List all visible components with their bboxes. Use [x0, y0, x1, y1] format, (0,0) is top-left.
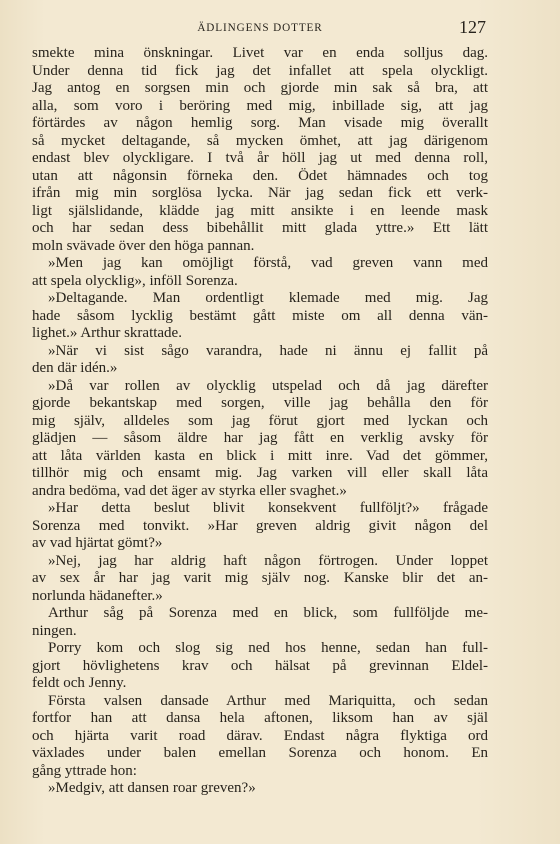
text-line: gång yttrade hon:: [32, 762, 137, 779]
text-line: Arthur såg på Sorenza med en blick, som fullföljde me-: [48, 605, 488, 621]
text-line: och har sedan dess bibehållit mitt glada yttre.» Ett lätt: [32, 220, 488, 236]
text-line: tillhör mig och ensamt mig. Jag varken vill eller skall låta: [32, 465, 488, 481]
text-line: feldt och Jenny.: [32, 675, 127, 691]
text-line: Jag antog en sorgsen min och gjorde min sak så bra, att: [32, 80, 488, 96]
text-line: gjorde bekantskap med sorgen, ville jag behålla den för: [32, 395, 488, 411]
text-line: »Deltagande. Man ordentligt klemade med mig. Jag: [48, 290, 488, 306]
text-line: ningen.: [32, 622, 77, 639]
text-line: ligt själslidande, klädde jag mitt ansikte i en leende mask: [32, 202, 488, 219]
text-line: andra bedöma, vad det äger av styrka eller svaghet.»: [32, 482, 347, 499]
text-line: att spela olycklig», inföll Sorenza.: [32, 272, 238, 289]
text-line: norlunda hädanefter.»: [32, 587, 163, 604]
text-line: utan att någonsin förneka den. Ödet hämnades och tog: [32, 167, 488, 184]
page-header: [32, 17, 488, 39]
text-line: Första valsen dansade Arthur med Mariquitta, och sedan: [48, 692, 488, 709]
page-number: 127: [459, 17, 486, 37]
text-line: »Medgiv, att dansen roar greven?»: [48, 780, 256, 796]
text-line: moln svävade över den höga pannan.: [32, 237, 255, 254]
text-line: förtärdes av någon hemlig sorg. Man visade mig överallt: [32, 115, 488, 131]
text-line: Sorenza med tonvikt. »Har greven aldrig givit någon del: [32, 517, 488, 534]
text-line: endast blev olyckligare. I två år höll jag ut med denna roll,: [32, 150, 488, 166]
text-line: »Nej, jag har aldrig haft någon förtrogen. Under loppet: [48, 552, 488, 569]
text-line: »Men jag kan omöjligt förstå, vad greven vann med: [48, 255, 488, 271]
text-line: av vad hjärtat gömt?»: [32, 535, 163, 551]
text-line: mig själv, alldeles som jag förut gjort med lyckan och: [32, 412, 488, 429]
text-line: glädjen — såsom äldre har jag fått en verklig avsky för: [32, 430, 488, 446]
text-line: växlades under balen emellan Sorenza och honom. En: [32, 745, 488, 761]
text-line: gjort hövlighetens krav och hälsat på grevinnan Eldel-: [32, 657, 488, 674]
text-line: Under denna tid fick jag det infallet att spela olyckligt.: [32, 62, 488, 79]
text-line: ifrån mig min sorglösa lycka. När jag sedan fick ett verk-: [32, 185, 488, 201]
text-line: alla, som voro i beröring med mig, inbillade sig, att jag: [32, 97, 488, 114]
text-line: »Har detta beslut blivit konsekvent fullföljt?» frågade: [48, 500, 488, 516]
text-line: så mycket deltagande, så mycken ömhet, att jag därigenom: [32, 132, 488, 149]
text-line: att låta världen kasta en blick i mitt inre. Vad det gömmer,: [32, 447, 488, 464]
text-line: den där idén.»: [32, 360, 118, 376]
text-line: »När vi sist sågo varandra, hade ni ännu ej fallit på: [48, 342, 488, 359]
text-line: Porry kom och slog sig ned hos henne, sedan han full-: [48, 640, 488, 656]
text-line: smekte mina önskningar. Livet var en enda solljus dag.: [32, 45, 488, 61]
text-line: fortfor han att dansa hela aftonen, liksom han av själ: [32, 710, 488, 726]
text-line: lighet.» Arthur skrattade.: [32, 325, 182, 341]
text-body: [32, 45, 488, 798]
running-title: ÄDLINGENS DOTTER: [197, 22, 323, 34]
text-line: och hjärta varit road därav. Endast några flyktiga ord: [32, 727, 488, 744]
text-line: »Då var rollen av olycklig utspelad och då jag därefter: [48, 377, 488, 394]
text-line: av sex år har jag varit mig själv nog. Kanske blir det an-: [32, 570, 488, 586]
text-line: hade såsom lycklig bestämt gått miste om all denna vän-: [32, 307, 488, 324]
